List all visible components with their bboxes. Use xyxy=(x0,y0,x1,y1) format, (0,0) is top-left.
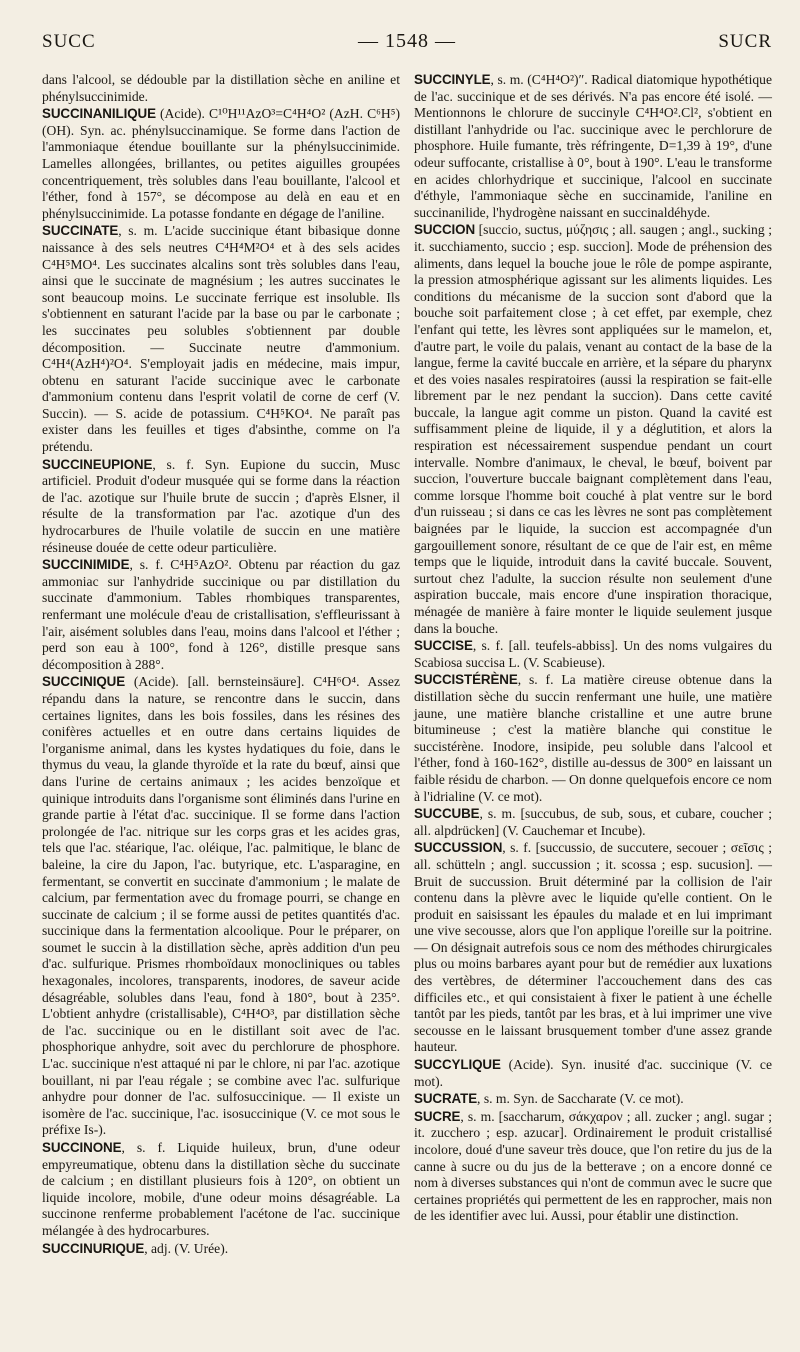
entry-headword: SUCCUBE xyxy=(414,806,480,822)
entry-definition: (Acide). Syn. inusité d'ac. succinique (V. ce mot). xyxy=(414,1057,772,1089)
dictionary-entry xyxy=(414,672,772,805)
entry-definition: , adj. (V. Urée). xyxy=(144,1240,229,1256)
dictionary-entry xyxy=(42,457,400,557)
entry-definition: , s. f. [all. teufels-abbiss]. Un des noms vulgaires du Scabiosa succisa L. (V. Scabieuse). xyxy=(414,638,772,670)
dictionary-entry xyxy=(42,223,400,455)
entry-definition: , s. f. C⁴H⁵AzO². Obtenu par réaction du gaz ammoniac sur l'anhydride succinique ou par distillation du succinate d'ammonium. Tables rhombiques transparentes, renfermant une molécule d'eau de cristallisation, s'effleurissant à l'air, aisément solubles dans l'eau, moins dans l'alcool et l'éther ; perd son eau à 100°, fond à 126°, distille presque sans décomposition à 288°. xyxy=(42,557,400,672)
dictionary-entry xyxy=(42,72,400,105)
entry-definition: , s. m. Syn. de Saccharate (V. ce mot). xyxy=(477,1091,684,1107)
entry-headword: SUCCISE xyxy=(414,638,473,654)
entry-definition: , s. f. [succussio, de succutere, secouer ; σεῖσις ; all. schütteln ; angl. succussion ; it. scossa ; esp. sucusion]. — Bruit de succussion. Bruit déterminé par la collision de l'air contenu dans la plèvre avec le liquide qu'elle contient. On le produit en saisissant les épaules du malade et en lui imprimant une vive secousse, alors que l'on applique l'oreille sur la poitrine. — On désignait autrefois sous ce nom des méthodes chirurgicales plus ou moins barbares ayant pour but de remédier aux luxations des vertèbres, de déterminer l'accouchement dans des cas difficiles etc., et qui consistaient à fixer le patient à une échelle tantôt par les pieds, tantôt par les bras, et à lui imprimer une vive secousse en le laissant brusquement tomber d'une assez grande hauteur. xyxy=(414,840,773,1055)
entry-headword: SUCCINURIQUE xyxy=(42,1240,145,1256)
text-columns xyxy=(42,72,772,1258)
header-right-guide-word: SUCR xyxy=(718,31,772,52)
dictionary-entry xyxy=(414,806,772,839)
dictionary-entry xyxy=(42,674,400,1139)
entry-headword: SUCCYLIQUE xyxy=(414,1057,501,1073)
left-column xyxy=(42,72,400,1258)
header-left-guide-word: SUCC xyxy=(42,31,96,52)
dictionary-entry xyxy=(42,1241,400,1258)
entry-definition: , s. m. L'acide succinique étant bibasique donne naissance à des sels neutres C⁴H⁴M²O⁴ et à des sels acides C⁴H⁵MO⁴. Les succinates alcalins sont très solubles dans l'eau, ainsi que le succinate de magnésium ; les autres succinates le sont beaucoup moins. Le succinate ferrique est insoluble. Ils s'obtiennent en saturant l'acide par la base ou par le carbonate ; les succinates peu solubles s'obtiennent par double décomposition. — Succinate neutre d'ammonium. C⁴H⁴(AzH⁴)²O⁴. S'employait jadis en médecine, mais impur, obtenu en saturant l'acide succinique avec le carbonate d'ammonium contenu dans l'esprit volatil de corne de cerf (V. Succin). — S. acide de potassium. C⁴H⁵KO⁴. Ne paraît pas exister dans les feuilles et tiges d'absinthe, comme on l'a prétendu. xyxy=(42,223,400,455)
page-number: — 1548 — xyxy=(358,30,456,52)
dictionary-entry xyxy=(414,638,772,671)
entry-definition: , s. f. La matière cireuse obtenue dans la distillation sèche du succin renfermant une huile, une matière jaune, une matière blanche cristalline et une autre brune bitumineuse ; c'est la matière blanche qui constitue le succistérène. Inodore, insipide, peu soluble dans l'alcool et l'éther, fond à 160-162°, distille au-dessus de 300° en laissant un faible résidu de charbon. — On donne quelquefois encore ce nom à l'idrialine (V. ce mot). xyxy=(414,672,772,804)
entry-headword: SUCCISTÉRÈNE xyxy=(414,672,518,688)
entry-headword: SUCCINONE xyxy=(42,1140,122,1155)
entry-headword: SUCCINIMIDE xyxy=(42,557,130,573)
entry-definition: , s. m. [saccharum, σάκχαρον ; all. zucker ; angl. sugar ; it. zucchero ; esp. azucar]. Ordinairement le produit cristallisé incolore, doué d'une saveur très douce, que l'on retire du jus de la canne à sucre ou du jus de la betterave ; on a encore donné ce nom à diverses substances qui n'ont de commun avec le sucre que certaines propriétés qui permettent de les en rapprocher, mais non de les identifier avec lui. Aussi, pour établir une distinction. xyxy=(414,1108,772,1224)
entry-definition: (Acide). C¹⁰H¹¹AzO³=C⁴H⁴O² (AzH. C⁶H⁵) (OH). Syn. ac. phénylsuccinamique. Se forme dans l'action de l'ammoniaque étendue bouillante sur la phénylsuccinimide. Lamelles allongées, brillantes, ou petites aiguilles groupées concentriquement, très solubles dans l'eau bouillante, l'alcool et l'éther, fond à 157°, se décompose au delà en eau et en phénylsuccinimide. La potasse fondante en dégage de l'aniline. xyxy=(42,106,400,221)
entry-headword: SUCCUSSION xyxy=(414,840,503,856)
dictionary-entry xyxy=(414,840,772,1056)
entry-headword: SUCCINATE xyxy=(42,223,119,239)
entry-headword: SUCRATE xyxy=(414,1091,478,1107)
dictionary-entry xyxy=(414,222,772,637)
right-column xyxy=(414,72,772,1258)
entry-definition: dans l'alcool, se dédouble par la distillation sèche en aniline et phénylsuccinimide. xyxy=(42,72,400,104)
entry-definition: , s. m. [succubus, de sub, sous, et cubare, coucher ; all. alpdrücken] (V. Cauchemar et Incube). xyxy=(414,806,772,838)
entry-definition: (Acide). [all. bernsteinsäure]. C⁴H⁶O⁴. Assez répandu dans la nature, se rencontre dans le succin, dans certaines lignites, dans les bois fossiles, dans les résines des conifères actuelles et en outre dans certains liquides de l'organisme animal, dans les kystes hydatiques du foie, dans le thymus du veau, la glande thyroïde et la rate du bœuf, ainsi que dans l'urine de certains animaux ; les acides benzoïque et quinique introduits dans l'organisme sont éliminés dans l'urine en grande partie à l'état d'ac. succinique. Il se forme dans l'action prolongée de l'ac. nitrique sur les corps gras et les acides gras, tels que l'ac. stéarique, l'ac. oléique, l'ac. palmitique, le blanc de baleine, la cire du Japon, l'ac. butyrique, etc. L'asparagine, en fermentant, se convertit en succinate d'ammonium ; le malate de calcium, par fermentation avec du fromage pourri, se change en succinate de calcium ; il se forme aussi de petites quantités d'ac. succinique dans la fermentation alcoolique. Pour le préparer, on soumet le succin à la distillation sèche, après addition d'un peu d'ac. sulfurique. Prismes rhomboïdaux monocliniques ou tables hexagonales, incolores, transparents, inodores, de saveur acide désagréable, solubles dans l'eau, fond à 180°, bout à 235°. L'obtient anhydre (cristallisable), C⁴H⁴O³, par distillation sèche de l'ac. succinique ou en le distillant soit avec de l'ac. phosphorique anhydre, soit avec du perchlorure de phosphore. L'ac. succinique n'est attaqué ni par le chlore, ni par l'ac. azotique bouillant, ni par l'eau régale ; se combine avec l'ac. sulfurique anhydre pour donner de l'ac. sulfosuccinique. — Il existe un isomère de l'ac. succinique, l'ac. isosuccinique (V. ce mot sous le préfixe Is-). xyxy=(42,674,400,1138)
dictionary-entry xyxy=(414,72,772,221)
entry-headword: SUCCINANILIQUE xyxy=(42,106,156,122)
entry-definition: , s. f. Syn. Eupione du succin, Musc artificiel. Produit d'odeur musquée qui se forme dans la réaction de l'ac. azotique sur l'huile brute de succin ; d'après Elsner, il résulte de la transformation par l'ac. azotique d'un des hydrocarbures de l'huile volatile de succin en une matière résineuse douée de cette odeur particulière. xyxy=(42,456,400,555)
entry-definition: , s. f. Liquide huileux, brun, d'une odeur empyreumatique, obtenu dans la distillation sèche du succinate de calcium ; en distillant plusieurs fois à 120°, on obtient un liquide incolore, mobile, d'une odeur moins désagréable. La succinone renferme probablement l'acétone de l'ac. succinique mélangée à des hydrocarbures. xyxy=(42,1140,400,1238)
dictionary-entry xyxy=(42,1140,400,1240)
running-header xyxy=(42,30,772,72)
dictionary-entry xyxy=(414,1057,772,1090)
entry-headword: SUCRE xyxy=(414,1108,461,1124)
dictionary-entry xyxy=(414,1091,772,1108)
dictionary-entry xyxy=(42,106,400,222)
entry-definition: [succio, suctus, μύζησις ; all. saugen ; angl., sucking ; it. succhiamento, succio ; esp. succion]. Mode de préhension des aliments, dans lequel la bouche joue le rôle de pompe aspirante, la pression atmosphérique agissant sur les aliments liquides. Les conditions du mécanisme de la succion sont d'abord que la bouche soit parfaitement close ; à cet effet, par exemple, chez l'enfant qui tette, les lèvres sont appliquées sur le mamelon, et, d'autre part, le voile du palais, venant au contact de la base de la langue, ferme la cavité buccale en arrière, et la sépare du pharynx et des voies nasales respiratoires (aussi la respiration se fait-elle librement par le nez pendant la succion). Dans cette cavité buccale, la langue agit comme un piston. Quand la cavité est suffisamment pleine de liquide, il y a déglutition, et alors la respiration est nécessairement suspendue pendant un court intervalle. Nombre d'animaux, le cheval, le bœuf, boivent par succion, l'ouverture buccale baignant complètement dans l'eau, comme lorsque l'homme boit couché à plat ventre sur le bord d'un ruisseau ; si dans ce cas les lèvres ne sont pas complètement baignées par le liquide, la succion est accompagnée d'un gargouillement sonore, résultant de ce que de l'air est, en même temps que le liquide, introduit dans la cavité buccale. Souvent, surtout chez l'adulte, la succion résulte non seulement d'une aspiration buccale, mais encore d'une inspiration thoracique, ménagée de manière à faire monter le liquide seulement jusque dans la bouche. xyxy=(414,222,772,636)
entry-definition: , s. m. (C⁴H⁴O²)″. Radical diatomique hypothétique de l'ac. succinique et de ses dérivés. N'a pas encore été isolé. — Mentionnons le chlorure de succinyle C⁴H⁴O².Cl², s'obtient en distillant l'anhydride ou l'ac. succinique avec le perchlorure de phosphore. Huile fumante, très réfringente, D=1,39 à 19°, d'une odeur suffocante, cristallise à 0°, bout à 190°. L'eau le transforme en acides chlorhydrique et succinique, l'alcool en succinate d'éthyle, l'ammoniaque sèche en succinamide, l'aniline en succinanilide, l'hydrogène naissant en succinaldéhyde. xyxy=(414,72,772,220)
entry-headword: SUCCION xyxy=(414,222,476,238)
entry-headword: SUCCINYLE xyxy=(414,72,491,87)
dictionary-entry xyxy=(414,1109,772,1225)
entry-headword: SUCCINEUPIONE xyxy=(42,456,153,472)
dictionary-entry xyxy=(42,557,400,673)
entry-headword: SUCCINIQUE xyxy=(42,674,126,690)
